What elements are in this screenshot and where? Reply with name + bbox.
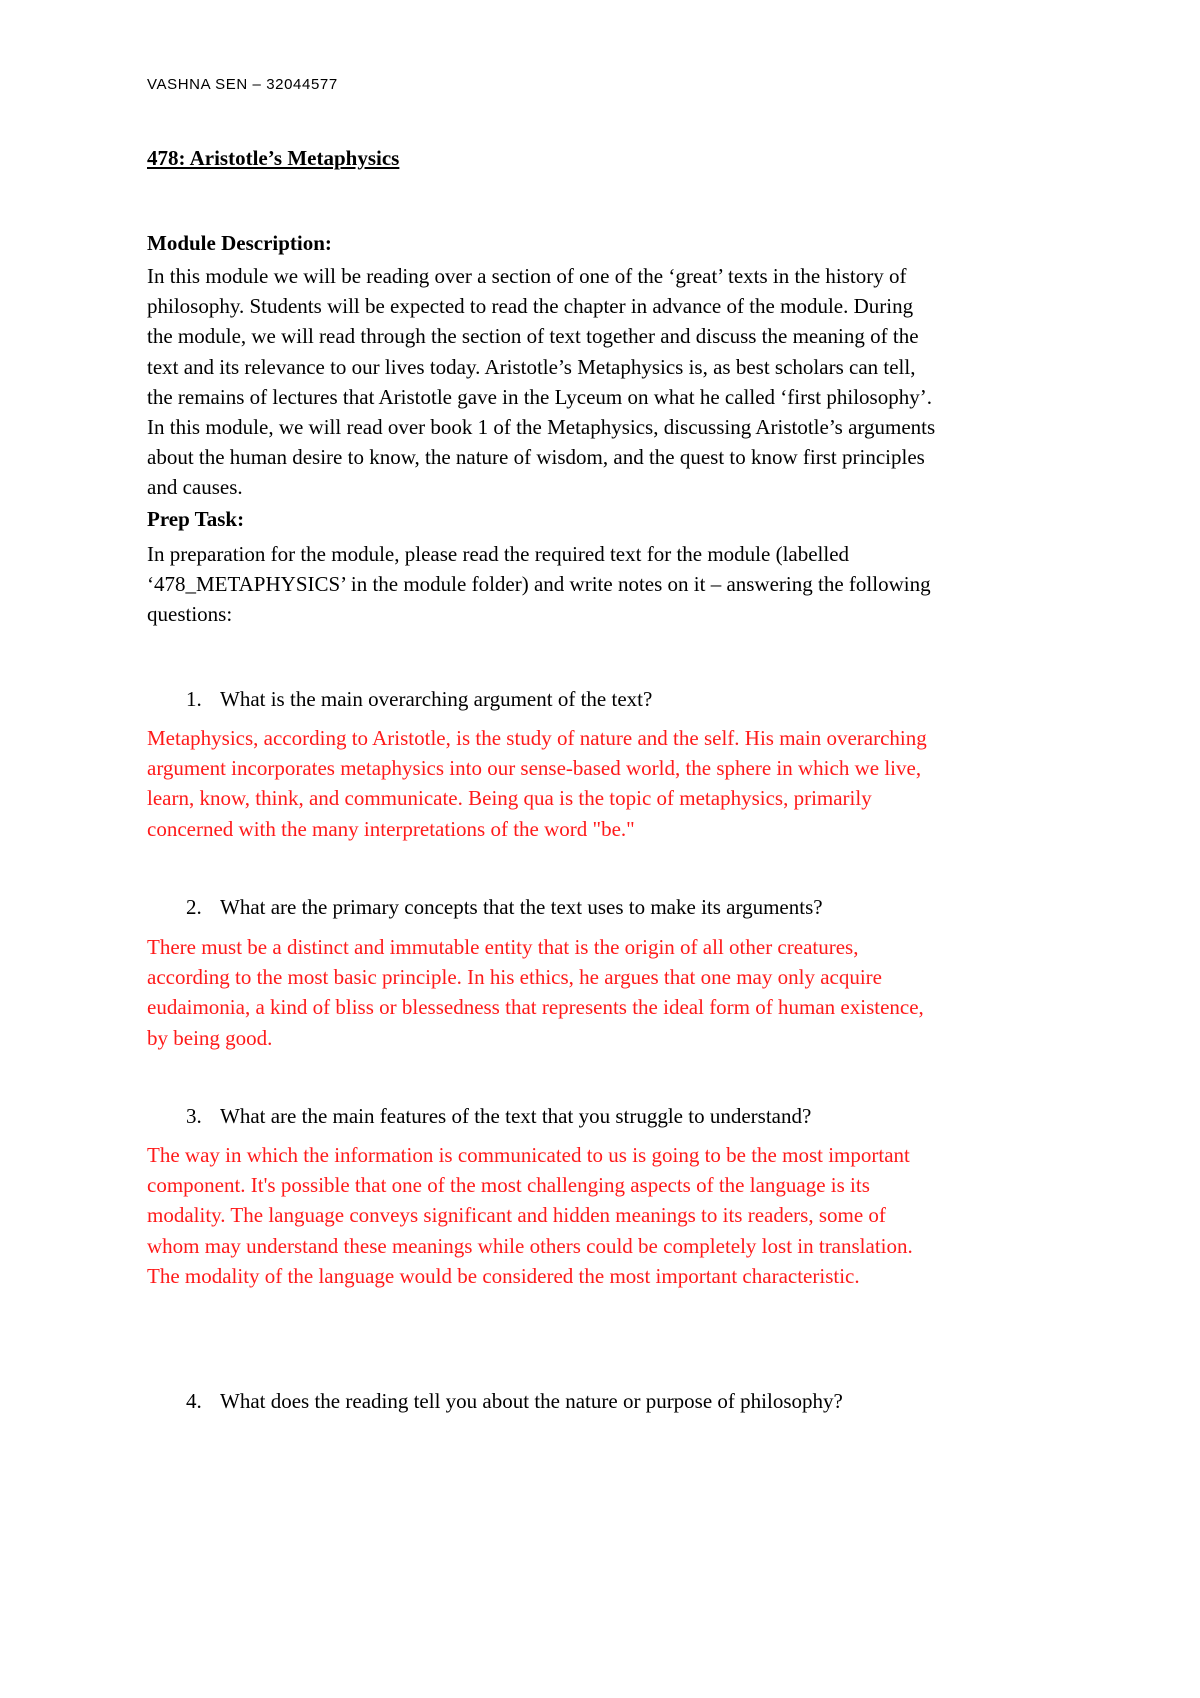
author-header: VASHNA SEN – 32044577 <box>147 76 338 93</box>
question-2 <box>186 895 823 920</box>
question-number: 2. <box>186 895 202 919</box>
question-1 <box>186 687 652 712</box>
prep-task-text: In preparation for the module, please read the required text for the module (labelled ‘478_METAPHYSICS’ in the module folder) and write notes on it – answering the following questions: <box>147 542 931 627</box>
prep-task-heading: Prep Task: <box>147 507 245 531</box>
answer-2: There must be a distinct and immutable entity that is the origin of all other creatures, according to the most basic principle. In his ethics, he argues that one may only acquire eudaimonia, a kind of bliss or blessedness that represents the ideal form of human existence, by being good. <box>147 935 924 1050</box>
question-number: 3. <box>186 1104 202 1128</box>
question-3 <box>186 1104 811 1129</box>
question-number: 4. <box>186 1389 202 1413</box>
question-number: 1. <box>186 687 202 711</box>
answer-3: The way in which the information is communicated to us is going to be the most important component. It's possible that one of the most challenging aspects of the language is its modality. The language conveys significant and hidden meanings to its readers, some of whom may understand these meanings while others could be completely lost in translation. The modality of the language would be considered the most important characteristic. <box>147 1143 913 1288</box>
question-text: What are the main features of the text that you struggle to understand? <box>220 1104 812 1128</box>
question-text: What are the primary concepts that the text uses to make its arguments? <box>220 895 823 919</box>
module-description-text: In this module we will be reading over a section of one of the ‘great’ texts in the history of philosophy. Students will be expected to read the chapter in advance of the module. During the module, we will read through the section of text together and discuss the meaning of the text and its relevance to our lives today. Aristotle’s Metaphysics is, as best scholars can tell, the remains of lectures that Aristotle gave in the Lyceum on what he called ‘first philosophy’. In this module, we will read over book 1 of the Metaphysics, discussing Aristotle’s arguments about the human desire to know, the nature of wisdom, and the quest to know first principles and causes. <box>147 264 936 500</box>
module-description-heading: Module Description: <box>147 231 332 255</box>
question-text: What does the reading tell you about the nature or purpose of philosophy? <box>220 1389 843 1413</box>
document-title: 478: Aristotle’s Metaphysics <box>147 146 400 170</box>
question-text: What is the main overarching argument of the text? <box>220 687 653 711</box>
question-4 <box>186 1389 843 1414</box>
answer-1: Metaphysics, according to Aristotle, is the study of nature and the self. His main overarching argument incorporates metaphysics into our sense-based world, the sphere in which we live, learn, know, think, and communicate. Being qua is the topic of metaphysics, primarily concerned with the many interpretations of the word "be." <box>147 726 927 841</box>
